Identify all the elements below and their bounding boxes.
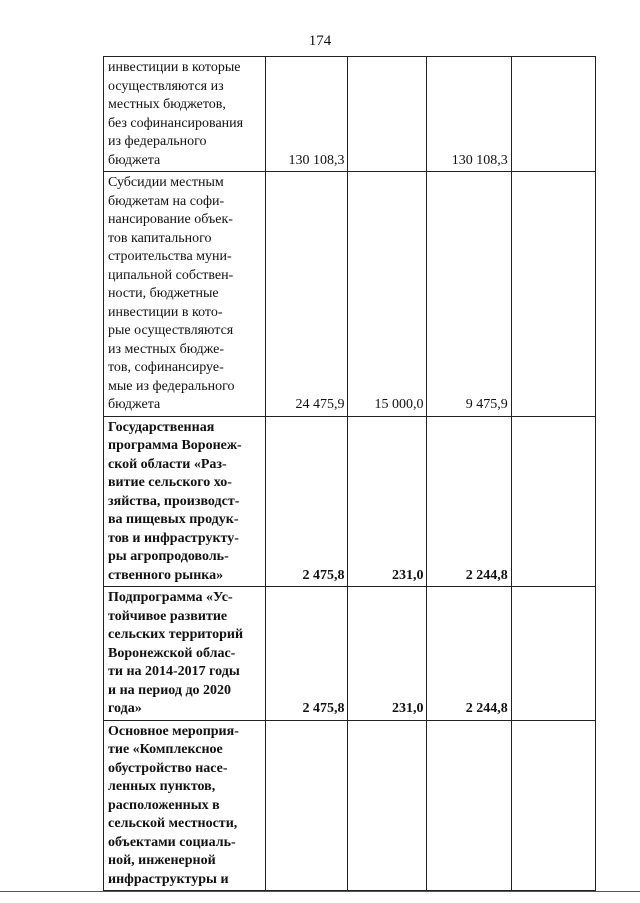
row-name-line: ти на 2014-2017 годы — [108, 664, 240, 679]
other-amount-cell — [511, 587, 595, 721]
row-name-line: местных бюджетов, — [108, 97, 226, 112]
row-name-cell — [104, 416, 266, 587]
row-name-line: тов, софинансируе- — [108, 360, 224, 375]
federal-amount-cell — [348, 57, 427, 172]
table-body — [104, 57, 596, 891]
row-name-line: тойчивое развитие — [108, 608, 228, 624]
row-name-line: инфраструктуры и — [108, 871, 229, 887]
other-amount-cell — [511, 416, 595, 587]
federal-amount-cell — [348, 720, 427, 891]
row-name-line: ры агропродоволь- — [108, 549, 229, 564]
row-name-line: Субсидии местным — [108, 175, 224, 190]
federal-amount-cell: 231,0 — [348, 416, 427, 587]
row-name-cell — [104, 587, 266, 721]
row-name-line: года» — [108, 701, 142, 716]
regional-amount-cell: 130 108,3 — [427, 57, 511, 172]
row-name-line: объектами социаль- — [108, 834, 236, 850]
row-name-line: и на период до 2020 — [108, 682, 232, 698]
row-name-line: инвестиции в которые — [108, 60, 241, 75]
total-amount-cell: 2 475,8 — [266, 587, 348, 721]
row-name-line: осуществляются из — [108, 78, 224, 94]
other-amount-cell — [511, 172, 595, 417]
page-number: 174 — [308, 33, 332, 49]
bottom-divider — [0, 891, 640, 892]
row-name-line: ности, бюджетные — [108, 286, 219, 301]
total-amount-cell — [266, 720, 348, 891]
row-name-line: строительства муни- — [108, 249, 232, 264]
budget-table — [103, 56, 596, 891]
row-name-line: витие сельского хо- — [108, 475, 232, 490]
table-row — [104, 587, 596, 721]
table-row — [104, 57, 596, 172]
row-name-line: бюджета — [108, 397, 161, 412]
row-name-line: обустройство насе- — [108, 760, 228, 776]
row-name-line: ленных пунктов, — [108, 779, 216, 794]
row-name-line: Государственная — [108, 419, 215, 435]
row-name-cell — [104, 57, 266, 172]
row-name-line: зяйства, производст- — [108, 493, 240, 509]
row-name-line: бюджетам на софи- — [108, 193, 225, 209]
row-name-line: без софинансирования — [108, 115, 244, 131]
regional-amount-cell: 2 244,8 — [427, 587, 511, 721]
row-name-line: Воронежской облас- — [108, 645, 236, 661]
row-name-line: сельских территорий — [108, 627, 244, 642]
table-row — [104, 720, 596, 891]
row-name-line: тов и инфраструкту- — [108, 530, 239, 546]
row-name-line: сельской местности, — [108, 816, 238, 831]
row-name-line: программа Воронеж- — [108, 438, 242, 453]
total-amount-cell: 2 475,8 — [266, 416, 348, 587]
total-amount-cell: 130 108,3 — [266, 57, 348, 172]
row-name-line: ской области «Раз- — [108, 456, 227, 472]
row-name-line: из местных бюдже- — [108, 341, 225, 357]
row-name-line: мые из федерального — [108, 378, 235, 394]
row-name-line: тов капитального — [108, 230, 212, 246]
row-name-line: ципальной собствен- — [108, 267, 234, 283]
row-name-line: Подпрограмма «Ус- — [108, 590, 233, 605]
federal-amount-cell: 231,0 — [348, 587, 427, 721]
total-amount-cell: 24 475,9 — [266, 172, 348, 417]
row-name-cell — [104, 172, 266, 417]
row-name-line: инвестиции в кото- — [108, 304, 223, 320]
row-name-line: расположенных в — [108, 797, 220, 813]
row-name-line: бюджета — [108, 152, 161, 168]
table-row — [104, 416, 596, 587]
row-name-cell — [104, 720, 266, 891]
regional-amount-cell — [427, 720, 511, 891]
row-name-line: Основное мероприя- — [108, 723, 239, 739]
row-name-line: тие «Комплексное — [108, 742, 223, 757]
other-amount-cell — [511, 720, 595, 891]
regional-amount-cell: 2 244,8 — [427, 416, 511, 587]
row-name-line: ственного рынка» — [108, 567, 224, 583]
row-name-line: рые осуществляются — [108, 323, 234, 338]
row-name-line: ной, инженерной — [108, 853, 216, 868]
other-amount-cell — [511, 57, 595, 172]
regional-amount-cell: 9 475,9 — [427, 172, 511, 417]
row-name-line: нансирование объек- — [108, 212, 233, 227]
row-name-line: из федерального — [108, 134, 207, 149]
table-row — [104, 172, 596, 417]
federal-amount-cell: 15 000,0 — [348, 172, 427, 417]
row-name-line: ва пищевых продук- — [108, 512, 239, 527]
